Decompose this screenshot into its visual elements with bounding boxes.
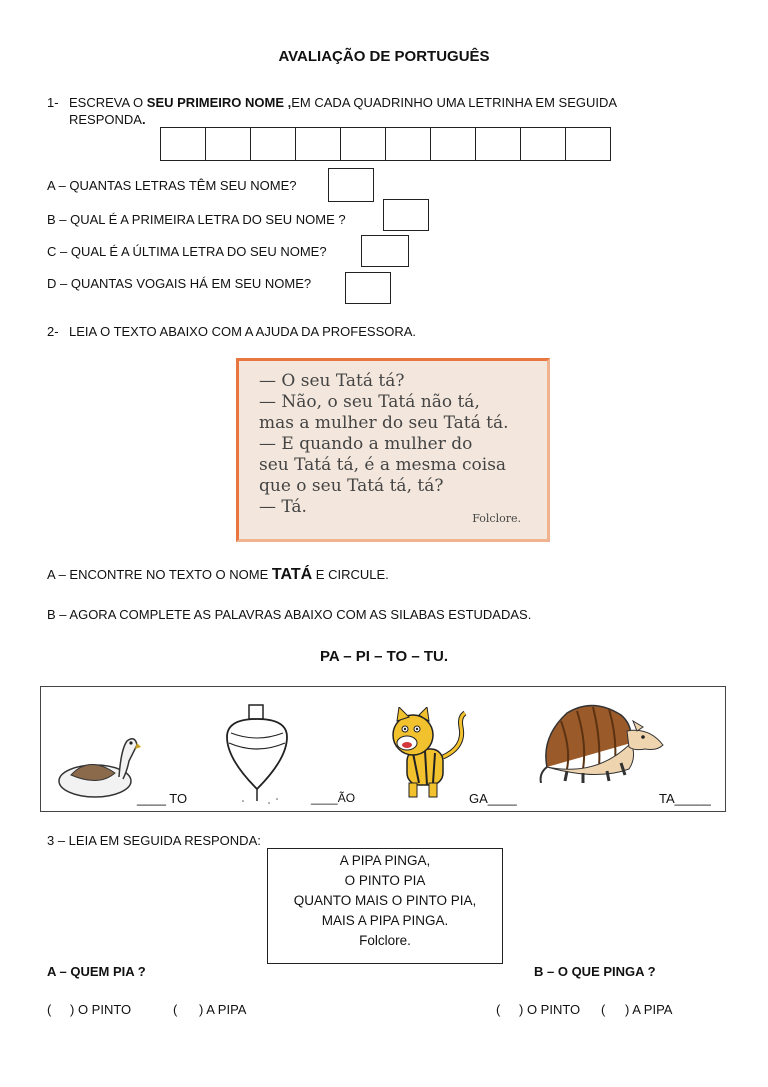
poem-line: QUANTO MAIS O PINTO PIA, xyxy=(293,893,477,908)
reading-line: mas a mulher do seu Tatá tá. xyxy=(259,413,509,433)
q1-text-bold: SEU PRIMEIRO NOME , xyxy=(146,95,292,110)
q2-a-text-end: E CIRCULE. xyxy=(312,567,389,582)
letter-box[interactable] xyxy=(386,128,431,160)
letter-box[interactable] xyxy=(341,128,386,160)
q3-item-a: A – QUEM PIA ? xyxy=(47,964,146,979)
blank-word-1: ____ TO xyxy=(137,791,188,806)
blank-word-4: TA_____ xyxy=(659,791,711,806)
q1-number: 1- xyxy=(47,95,59,110)
letter-box[interactable] xyxy=(206,128,251,160)
armadillo-icon xyxy=(537,697,667,783)
pictures-box xyxy=(40,686,726,812)
option-pipa-a: ) A PIPA xyxy=(199,1002,247,1017)
checkbox-paren[interactable]: ( xyxy=(601,1002,606,1017)
reading-line: que o seu Tatá tá, tá? xyxy=(259,476,444,496)
letter-box[interactable] xyxy=(431,128,476,160)
q1-respond-dot: . xyxy=(141,112,146,127)
q2-instruction: LEIA O TEXTO ABAIXO COM A AJUDA DA PROFESSORA. xyxy=(69,324,417,339)
letter-box[interactable] xyxy=(476,128,521,160)
blank-word-3: GA____ xyxy=(469,791,517,806)
syllables-heading: PA – PI – TO – TU. xyxy=(319,648,449,665)
q2-a-text: A – ENCONTRE NO TEXTO O NOME xyxy=(47,567,272,582)
reading-text-image xyxy=(236,358,550,542)
answer-box-a[interactable] xyxy=(328,168,374,202)
q1-item-a: A – QUANTAS LETRAS TÊM SEU NOME? xyxy=(47,178,297,193)
reading-line: — O seu Tatá tá? xyxy=(259,371,405,391)
reading-line: — Não, o seu Tatá não tá, xyxy=(259,392,480,412)
blank-word-2: ____ÃO xyxy=(311,791,356,805)
q3-instruction: 3 – LEIA EM SEGUIDA RESPONDA: xyxy=(47,833,261,848)
q2-a-name: TATÁ xyxy=(271,566,313,583)
reading-source: Folclore. xyxy=(472,512,521,525)
q2-item-a xyxy=(47,566,389,584)
q2-number: 2- xyxy=(47,324,59,339)
checkbox-paren[interactable]: ( xyxy=(496,1002,501,1017)
option-pinto-b: ) O PINTO xyxy=(519,1002,581,1017)
answer-box-d[interactable] xyxy=(345,272,391,304)
letter-box[interactable] xyxy=(521,128,566,160)
poem-line: A PIPA PINGA, xyxy=(339,853,431,868)
letter-box[interactable] xyxy=(566,128,610,160)
q1-instruction xyxy=(69,95,617,110)
reading-line: seu Tatá tá, é a mesma coisa xyxy=(259,455,507,475)
poem-box xyxy=(267,848,503,964)
answer-box-c[interactable] xyxy=(361,235,409,267)
q1-instruction-line2 xyxy=(69,112,146,127)
duck-icon xyxy=(49,731,141,803)
q1-item-d: D – QUANTAS VOGAIS HÁ EM SEU NOME? xyxy=(47,276,312,291)
spinning-top-icon xyxy=(217,697,297,805)
q1-respond-text: RESPONDA xyxy=(69,112,142,127)
name-letter-grid xyxy=(160,127,611,161)
option-pipa-b: ) A PIPA xyxy=(625,1002,673,1017)
q1-text-post: EM CADA QUADRINHO UMA LETRINHA EM SEGUIDA xyxy=(291,95,618,110)
page-title: AVALIAÇÃO DE PORTUGUÊS xyxy=(278,48,490,65)
q3-item-b: B – O QUE PINGA ? xyxy=(534,964,656,979)
q1-text-pre: ESCREVA O xyxy=(69,95,147,110)
checkbox-paren[interactable]: ( xyxy=(47,1002,52,1017)
reading-line: — Tá. xyxy=(259,497,307,517)
reading-line: — E quando a mulher do xyxy=(259,434,473,454)
q1-item-c: C – QUAL É A ÚLTIMA LETRA DO SEU NOME? xyxy=(47,244,327,259)
option-pinto-a: ) O PINTO xyxy=(70,1002,132,1017)
q2-item-b: B – AGORA COMPLETE AS PALAVRAS ABAIXO COM AS SILABAS ESTUDADAS. xyxy=(47,607,532,622)
letter-box[interactable] xyxy=(251,128,296,160)
cat-icon xyxy=(385,707,469,803)
poem-line: O PINTO PIA xyxy=(344,873,426,888)
poem-source: Folclore. xyxy=(359,933,411,948)
letter-box[interactable] xyxy=(161,128,206,160)
checkbox-paren[interactable]: ( xyxy=(173,1002,178,1017)
answer-box-b[interactable] xyxy=(383,199,429,231)
poem-line: MAIS A PIPA PINGA. xyxy=(321,913,449,928)
q1-item-b: B – QUAL É A PRIMEIRA LETRA DO SEU NOME ? xyxy=(47,212,346,227)
letter-box[interactable] xyxy=(296,128,341,160)
